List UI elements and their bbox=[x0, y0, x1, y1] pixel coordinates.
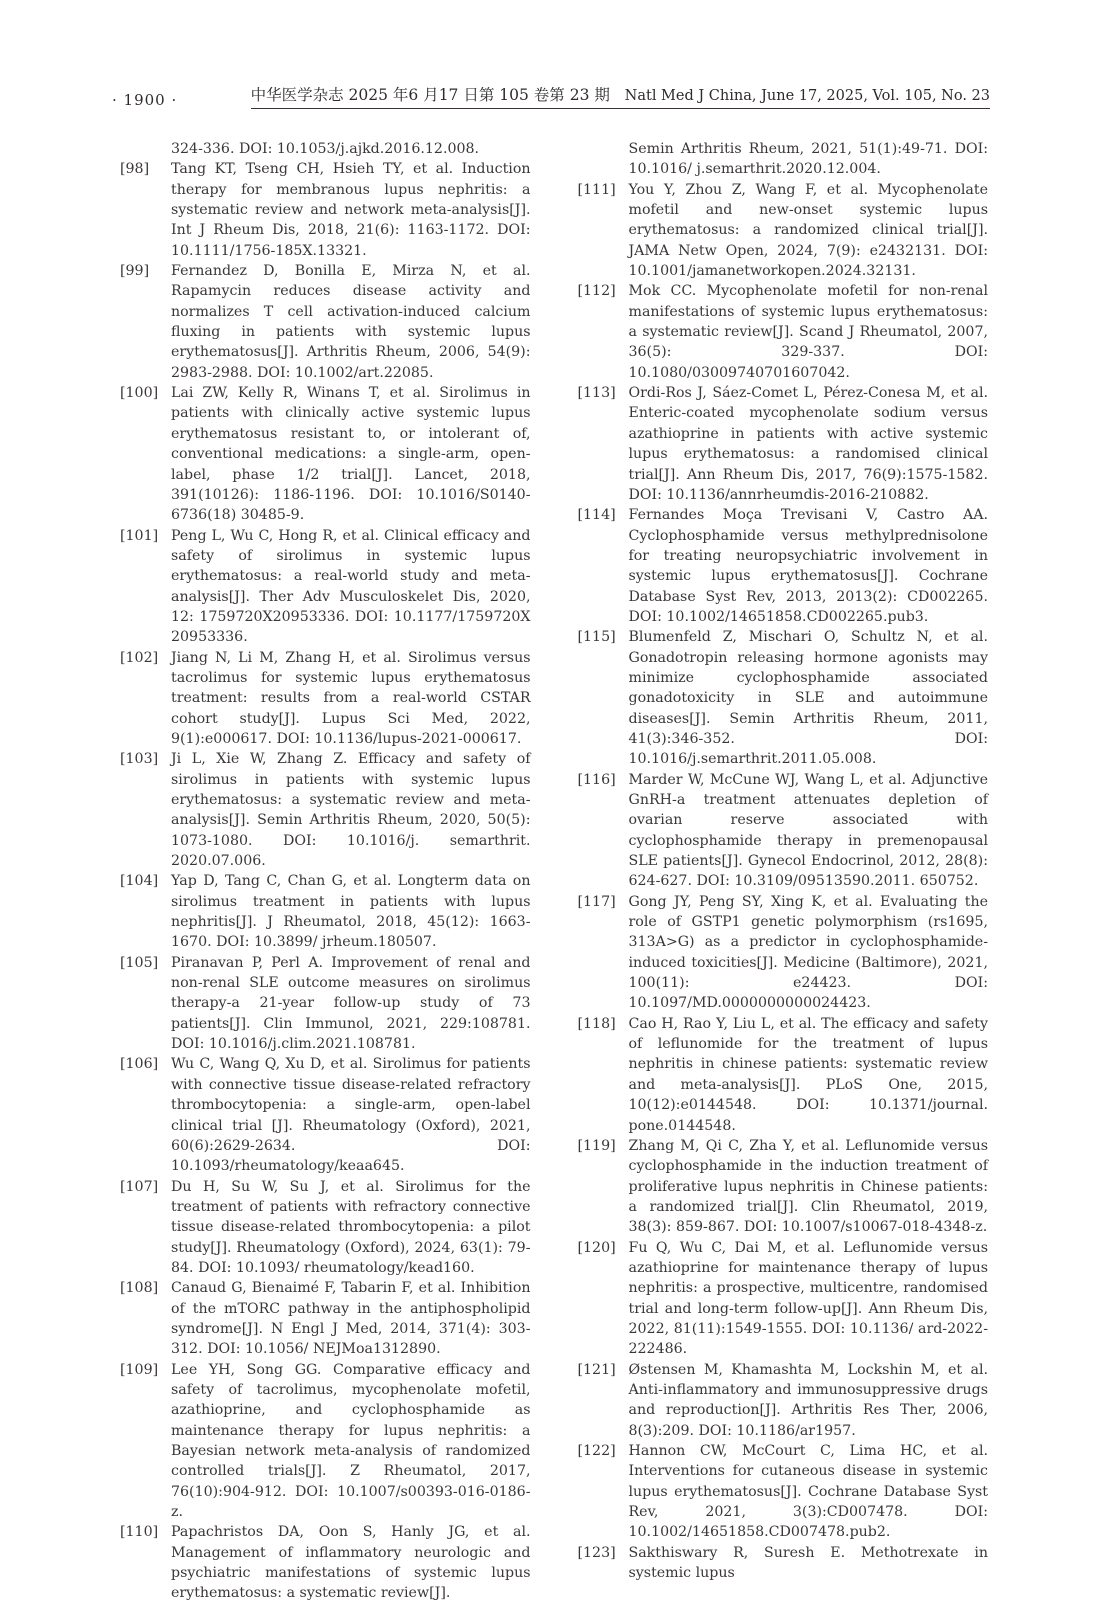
reference-text: You Y, Zhou Z, Wang F, et al. Mycophenolate mofetil and new-onset systemic lupus erythematosus: a randomized clinical trial[J]. JAMA Netw Open, 2024, 7(9): e2432131. DOI: 10.1001/jamanetworkopen.2024.32131. bbox=[628, 181, 988, 280]
reference-text: Ordi-Ros J, Sáez-Comet L, Pérez-Conesa M, et al. Enteric-coated mycophenolate sodium versus azathioprine in patients with active systemic lupus erythematosus: a randomised clinical trial[J]. Ann Rheum Dis, 2017, 76(9):1575-1582. DOI: 10.1136/annrheumdis-2016-210882. bbox=[628, 385, 988, 503]
reference-number: [112] bbox=[577, 283, 616, 300]
reference-text: Ji L, Xie W, Zhang Z. Efficacy and safety of sirolimus in patients with systemic lupus erythematosus: a systematic review and meta-analysis[J]. Semin Arthritis Rheum, 2020, 50(5): 1073-1080. DOI: 10.1016/j. semarthrit. 2020.07.006. bbox=[171, 751, 531, 870]
reference-item bbox=[578, 1238, 989, 1360]
reference-number: [119] bbox=[577, 1137, 616, 1154]
reference-text: Canaud G, Bienaimé F, Tabarin F, et al. Inhibition of the mTORC pathway in the antiphospholipid syndrome[J]. N Engl J Med, 2014, 371(4): 303-312. DOI: 10.1056/ NEJMoa1312890. bbox=[171, 1280, 531, 1358]
reference-item bbox=[578, 281, 989, 383]
reference-text: Zhang M, Qi C, Zha Y, et al. Leflunomide versus cyclophosphamide in the induction treatment of proliferative lupus nephritis in Chinese patients: a randomized trial[J]. Clin Rheumatol, 2019, 38(3): 859-867. DOI: 10.1007/s10067-018-4348-z. bbox=[628, 1137, 988, 1236]
reference-number: [108] bbox=[120, 1280, 159, 1297]
reference-text: Sakthiswary R, Suresh E. Methotrexate in systemic lupus bbox=[628, 1544, 988, 1582]
reference-item bbox=[120, 1522, 531, 1603]
journal-title-chinese: 中华医学杂志 2025 年6 月17 日第 105 卷第 23 期 bbox=[250, 86, 610, 104]
reference-item bbox=[578, 892, 989, 1014]
reference-item bbox=[578, 1441, 989, 1543]
reference-item bbox=[578, 627, 989, 769]
reference-item bbox=[120, 1360, 531, 1523]
reference-item bbox=[578, 1014, 989, 1136]
reference-item bbox=[120, 1278, 531, 1359]
reference-number: [98] bbox=[120, 161, 150, 178]
references-column-right bbox=[578, 139, 989, 1604]
reference-item bbox=[578, 1136, 989, 1238]
reference-number: [99] bbox=[120, 263, 150, 280]
reference-item bbox=[578, 1543, 989, 1584]
reference-number: [113] bbox=[577, 385, 616, 402]
reference-text: Piranavan P, Perl A. Improvement of renal and non-renal SLE outcome measures on sirolimus therapy-a 21-year follow-up study of 73 patients[J]. Clin Immunol, 2021, 229:108781. DOI: 10.1016/j.clim.2021.108781. bbox=[171, 954, 531, 1053]
reference-number: [103] bbox=[120, 751, 159, 768]
reference-number: [115] bbox=[577, 629, 616, 646]
reference-text: Mok CC. Mycophenolate mofetil for non-renal manifestations of systemic lupus erythematosus: a systematic review[J]. Scand J Rheumatol, 2007, 36(5): 329-337. DOI: 10.1080/03009740701607042. bbox=[628, 283, 988, 381]
reference-text: Hannon CW, McCourt C, Lima HC, et al. Interventions for cutaneous disease in systemic lupus erythematosus[J]. Cochrane Database Syst Rev, 2021, 3(3):CD007478. DOI: 10.1002/14651858.CD007478.pub2. bbox=[628, 1443, 988, 1541]
reference-item bbox=[578, 139, 989, 180]
reference-item bbox=[578, 383, 989, 505]
reference-text: Yap D, Tang C, Chan G, et al. Longterm data on sirolimus treatment in patients with lupus nephritis[J]. J Rheumatol, 2018, 45(12): 1663-1670. DOI: 10.3899/ jrheum.180507. bbox=[171, 873, 531, 951]
journal-title-english: Natl Med J China, June 17, 2025, Vol. 105, No. 23 bbox=[624, 88, 990, 104]
reference-number: [104] bbox=[120, 873, 159, 890]
reference-text: Cao H, Rao Y, Liu L, et al. The efficacy and safety of leflunomide for the treatment of lupus nephritis in chinese patients: systematic review and meta-analysis[J]. PLoS One, 2015, 10(12):e0144548. DOI: 10.1371/journal. pone.0144548. bbox=[628, 1015, 988, 1134]
reference-item bbox=[578, 505, 989, 627]
reference-number: [120] bbox=[577, 1239, 616, 1256]
reference-number: [121] bbox=[577, 1361, 616, 1378]
reference-text: Fernandez D, Bonilla E, Mirza N, et al. Rapamycin reduces disease activity and normalizes T cell activation-induced calcium fluxing in patients with systemic lupus erythematosus[J]. Arthritis Rheum, 2006, 54(9): 2983-2988. DOI: 10.1002/art.22085. bbox=[171, 263, 531, 381]
reference-text: Semin Arthritis Rheum, 2021, 51(1):49-71. DOI: 10.1016/ j.semarthrit.2020.12.004. bbox=[628, 141, 988, 178]
reference-number: [109] bbox=[120, 1361, 159, 1378]
page-number: · 1900 · bbox=[112, 90, 178, 109]
reference-item bbox=[578, 770, 989, 892]
reference-number: [100] bbox=[120, 385, 159, 402]
reference-item bbox=[578, 1360, 989, 1441]
references-column-left bbox=[120, 139, 531, 1604]
reference-text: Fernandes Moça Trevisani V, Castro AA. Cyclophosphamide versus methylprednisolone for treating neuropsychiatric involvement in systemic lupus erythematosus[J]. Cochrane Database Syst Rev, 2013, 2013(2): CD002265. DOI: 10.1002/14651858.CD002265.pub3. bbox=[628, 507, 988, 625]
reference-item bbox=[120, 749, 531, 871]
reference-text: Jiang N, Li M, Zhang H, et al. Sirolimus versus tacrolimus for systemic lupus erythematosus treatment: results from a real-world CSTAR cohort study[J]. Lupus Sci Med, 2022, 9(1):e000617. DOI: 10.1136/lupus-2021-000617. bbox=[171, 649, 531, 747]
reference-number bbox=[578, 139, 629, 180]
reference-text: Wu C, Wang Q, Xu D, et al. Sirolimus for patients with connective tissue disease-related refractory thrombocytopenia: a single-arm, open-label clinical trial [J]. Rheumatology (Oxford), 2021, 60(6):2629-2634. DOI: 10.1093/rheumatology/keaa645. bbox=[171, 1056, 531, 1175]
reference-text: Papachristos DA, Oon S, Hanly JG, et al. Management of inflammatory neurologic and psychiatric manifestations of systemic lupus erythematosus: a systematic review[J]. bbox=[171, 1524, 531, 1602]
reference-text: Østensen M, Khamashta M, Lockshin M, et al. Anti-inflammatory and immunosuppressive drugs and reproduction[J]. Arthritis Res Ther, 2006, 8(3):209. DOI: 10.1186/ar1957. bbox=[628, 1361, 988, 1439]
reference-number: [123] bbox=[577, 1544, 616, 1561]
reference-number: [110] bbox=[120, 1524, 159, 1541]
reference-text: Gong JY, Peng SY, Xing K, et al. Evaluating the role of GSTP1 genetic polymorphism (rs1695, 313A>G) as a predictor in cyclophosphamide-induced toxicities[J]. Medicine (Baltimore), 2021, 100(11): e24423. DOI: 10.1097/MD.0000000000024423. bbox=[628, 893, 988, 1012]
reference-item bbox=[578, 180, 989, 282]
reference-item bbox=[120, 383, 531, 525]
reference-number: [105] bbox=[120, 954, 159, 971]
reference-number: [114] bbox=[577, 507, 616, 524]
reference-number: [111] bbox=[577, 181, 616, 198]
reference-item bbox=[120, 1177, 531, 1279]
reference-text: Peng L, Wu C, Hong R, et al. Clinical efficacy and safety of sirolimus in systemic lupus erythematosus: a real-world study and meta-analysis[J]. Ther Adv Musculoskelet Dis, 2020, 12: 1759720X20953336. DOI: 10.1177/1759720X 20953336. bbox=[171, 527, 531, 646]
reference-text: Lee YH, Song GG. Comparative efficacy and safety of tacrolimus, mycophenolate mofetil, azathioprine, and cyclophosphamide as maintenance therapy for lupus nephritis: a Bayesian network meta-analysis of randomized controlled trials[J]. Z Rheumatol, 2017, 76(10):904-912. DOI: 10.1007/s00393-016-0186-z. bbox=[171, 1361, 531, 1521]
reference-text: Tang KT, Tseng CH, Hsieh TY, et al. Induction therapy for membranous lupus nephritis: a systematic review and network meta-analysis[J]. Int J Rheum Dis, 2018, 21(6): 1163-1172. DOI: 10.1111/1756-185X.13321. bbox=[171, 161, 531, 259]
references-section bbox=[120, 139, 988, 1604]
reference-number: [107] bbox=[120, 1178, 159, 1195]
reference-text: Marder W, McCune WJ, Wang L, et al. Adjunctive GnRH-a treatment attenuates depletion of ovarian reserve associated with cyclophosphamide therapy in premenopausal SLE patients[J]. Gynecol Endocrinol, 2012, 28(8): 624-627. DOI: 10.3109/09513590.2011. 650752. bbox=[628, 771, 988, 890]
journal-title-line bbox=[251, 86, 990, 109]
reference-number bbox=[120, 139, 171, 159]
reference-item bbox=[120, 526, 531, 648]
reference-number: [101] bbox=[120, 527, 159, 544]
reference-item bbox=[120, 648, 531, 750]
reference-item bbox=[120, 953, 531, 1055]
reference-number: [106] bbox=[120, 1056, 159, 1073]
reference-number: [122] bbox=[577, 1443, 616, 1459]
reference-text: Fu Q, Wu C, Dai M, et al. Leflunomide versus azathioprine for maintenance therapy of lupus nephritis: a prospective, multicentre, randomised trial and long-term follow-up[J]. Ann Rheum Dis, 2022, 81(11):1549-1555. DOI: 10.1136/ ard-2022-222486. bbox=[628, 1239, 988, 1358]
reference-item bbox=[120, 139, 531, 159]
reference-item bbox=[120, 1054, 531, 1176]
reference-text: Lai ZW, Kelly R, Winans T, et al. Sirolimus in patients with clinically active systemic lupus erythematosus resistant to, or intolerant of, conventional medications: a single-arm, open-label, phase 1/2 trial[J]. Lancet, 2018, 391(10126): 1186-1196. DOI: 10.1016/S0140-6736(18) 30485-9. bbox=[171, 385, 531, 524]
reference-item bbox=[120, 261, 531, 383]
reference-number: [117] bbox=[577, 893, 616, 910]
reference-number: [116] bbox=[577, 771, 616, 788]
reference-text: Blumenfeld Z, Mischari O, Schultz N, et al. Gonadotropin releasing hormone agonists may minimize cyclophosphamide associated gonadotoxicity in SLE and autoimmune diseases[J]. Semin Arthritis Rheum, 2011, 41(3):346-352. DOI: 10.1016/j.semarthrit.2011.05.008. bbox=[628, 629, 988, 768]
reference-number: [102] bbox=[120, 649, 159, 666]
reference-text: 324-336. DOI: 10.1053/j.ajkd.2016.12.008. bbox=[171, 141, 480, 157]
reference-text: Du H, Su W, Su J, et al. Sirolimus for the treatment of patients with refractory connective tissue disease-related thrombocytopenia: a pilot study[J]. Rheumatology (Oxford), 2024, 63(1): 79-84. DOI: 10.1093/ rheumatology/kead160. bbox=[171, 1178, 531, 1276]
reference-item bbox=[120, 159, 531, 261]
reference-item bbox=[120, 871, 531, 952]
reference-number: [118] bbox=[577, 1015, 616, 1032]
page-header bbox=[112, 86, 990, 109]
